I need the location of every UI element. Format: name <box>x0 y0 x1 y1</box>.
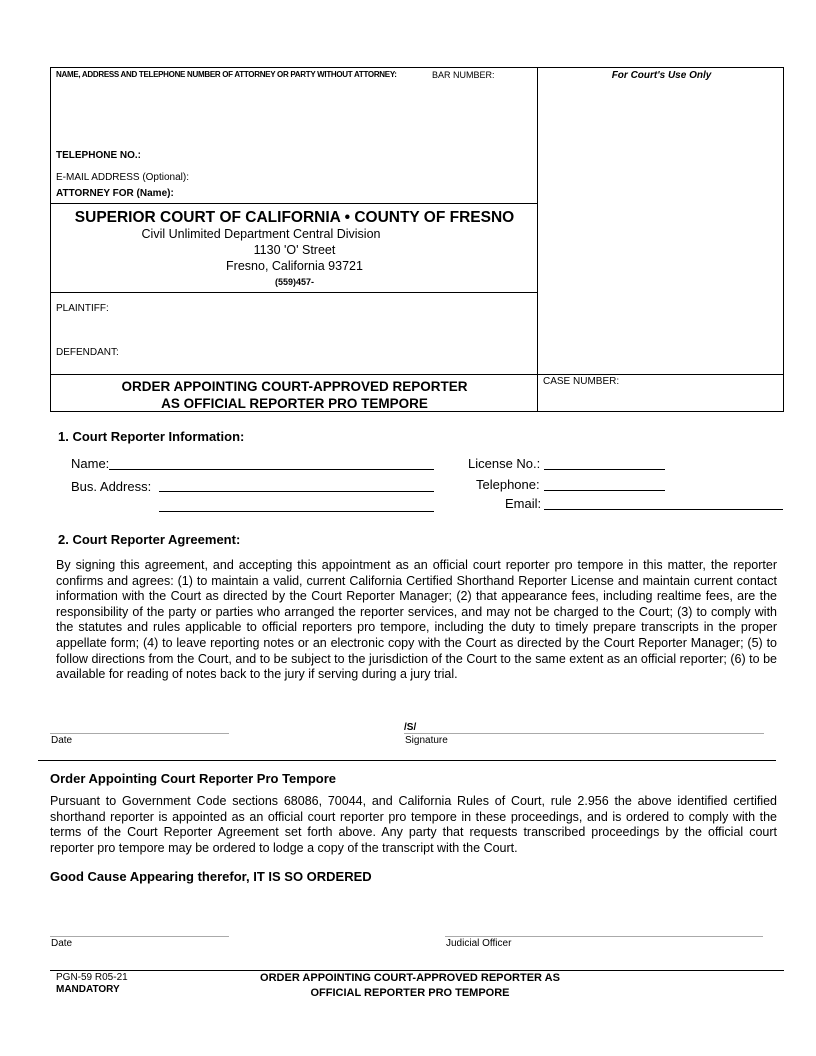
mandatory-label: MANDATORY <box>56 984 120 995</box>
email-field[interactable] <box>544 509 783 510</box>
defendant-label: DEFENDANT: <box>56 347 119 358</box>
signature-label: Signature <box>405 735 448 746</box>
officer-line[interactable] <box>445 936 763 937</box>
address-field-2[interactable] <box>159 511 434 512</box>
license-field[interactable] <box>544 469 665 470</box>
bar-number-label: BAR NUMBER: <box>432 70 495 80</box>
address-field[interactable] <box>159 491 434 492</box>
plaintiff-label: PLAINTIFF: <box>56 303 109 314</box>
section-divider <box>38 760 776 761</box>
email-label: E-MAIL ADDRESS (Optional): <box>56 172 190 183</box>
form-title-2: AS OFFICIAL REPORTER PRO TEMPORE <box>161 396 428 411</box>
footer-divider <box>50 970 784 971</box>
date-label: Date <box>51 735 73 746</box>
divider <box>51 374 784 375</box>
address-label: Bus. Address: <box>71 479 152 494</box>
case-number-label: CASE NUMBER: <box>543 376 620 387</box>
footer-title-2: OFFICIAL REPORTER PRO TEMPORE <box>310 987 510 999</box>
attorney-label: NAME, ADDRESS AND TELEPHONE NUMBER OF ATTORNEY OR PARTY WITHOUT ATTORNEY: <box>56 70 397 79</box>
footer-title-1: ORDER APPOINTING COURT-APPROVED REPORTER AS <box>260 972 560 984</box>
order-text: Pursuant to Government Code sections 68086, 70044, and California Rules of Court, rule 2.956 the above identified certified shorthand reporter is appointed as an official court reporter pro tempore in these proceedings, and is ordered to comply with the terms of the Court Reporter Agreement set forth above. Any party that requests transcribed proceedings by the official court reporter pro tempore may be ordered to lodge a copy of the transcript with the Court. <box>50 794 777 855</box>
court-name: SUPERIOR COURT OF CALIFORNIA • COUNTY OF FRESNO <box>74 209 515 226</box>
section2-heading: 2. Court Reporter Agreement: <box>58 532 241 547</box>
license-label: License No.: <box>468 456 541 471</box>
form-number: PGN-59 R05-21 <box>56 972 128 983</box>
date-line[interactable] <box>50 733 229 734</box>
name-field[interactable] <box>109 469 434 470</box>
section1-heading: 1. Court Reporter Information: <box>58 429 245 444</box>
caption-box <box>50 67 784 412</box>
name-label: Name: <box>71 456 110 471</box>
telephone-field[interactable] <box>544 490 665 491</box>
signature-prefix: /S/ <box>404 722 417 733</box>
court-division: Civil Unlimited Department Central Division <box>141 227 381 241</box>
attorney-for-label: ATTORNEY FOR (Name): <box>56 188 174 199</box>
divider <box>51 292 538 293</box>
court-phone: (559)457- <box>274 277 315 287</box>
telephone-label: Telephone: <box>476 477 540 492</box>
court-city: Fresno, California 93721 <box>226 259 363 273</box>
column-divider <box>537 68 538 411</box>
court-use-label: For Court's Use Only <box>611 70 712 81</box>
form-title-1: ORDER APPOINTING COURT-APPROVED REPORTER <box>121 379 468 394</box>
order-date-line[interactable] <box>50 936 229 937</box>
email-label: Email: <box>505 496 542 511</box>
agreement-text: By signing this agreement, and accepting this appointment as an official court reporter pro tempore in this matter, the reporter confirms and agrees: (1) to maintain a valid, current California Certified Shorthand Reporter License and maintain current contact information with the Court as directed by the Court Reporter Manager; (2) that appearance fees, including realtime fees, are the responsibility of the party or parties who arranged the reporter services, and may not be charged to the Court; (3) to comply with the statutes and rules applicable to official reporters pro tempore, including the duty to timely prepare transcripts in the proper appellate form; (4) to leave reporting notes or an electronic copy with the Court as directed by the Court Reporter Manager; (5) to follow directions from the Court, and to be subject to the jurisdiction of the Court to the same extent as an official reporter; (6) to be available for reading of notes back to the jury if serving during a jury trial. <box>56 558 777 682</box>
officer-label: Judicial Officer <box>446 938 512 949</box>
court-street: 1130 'O' Street <box>253 243 336 257</box>
order-date-label: Date <box>51 938 73 949</box>
signature-line[interactable] <box>404 733 764 734</box>
good-cause-text: Good Cause Appearing therefor, IT IS SO ORDERED <box>50 869 372 884</box>
telephone-label: TELEPHONE NO.: <box>56 150 142 161</box>
divider <box>51 203 538 204</box>
order-heading: Order Appointing Court Reporter Pro Tempore <box>50 771 337 786</box>
